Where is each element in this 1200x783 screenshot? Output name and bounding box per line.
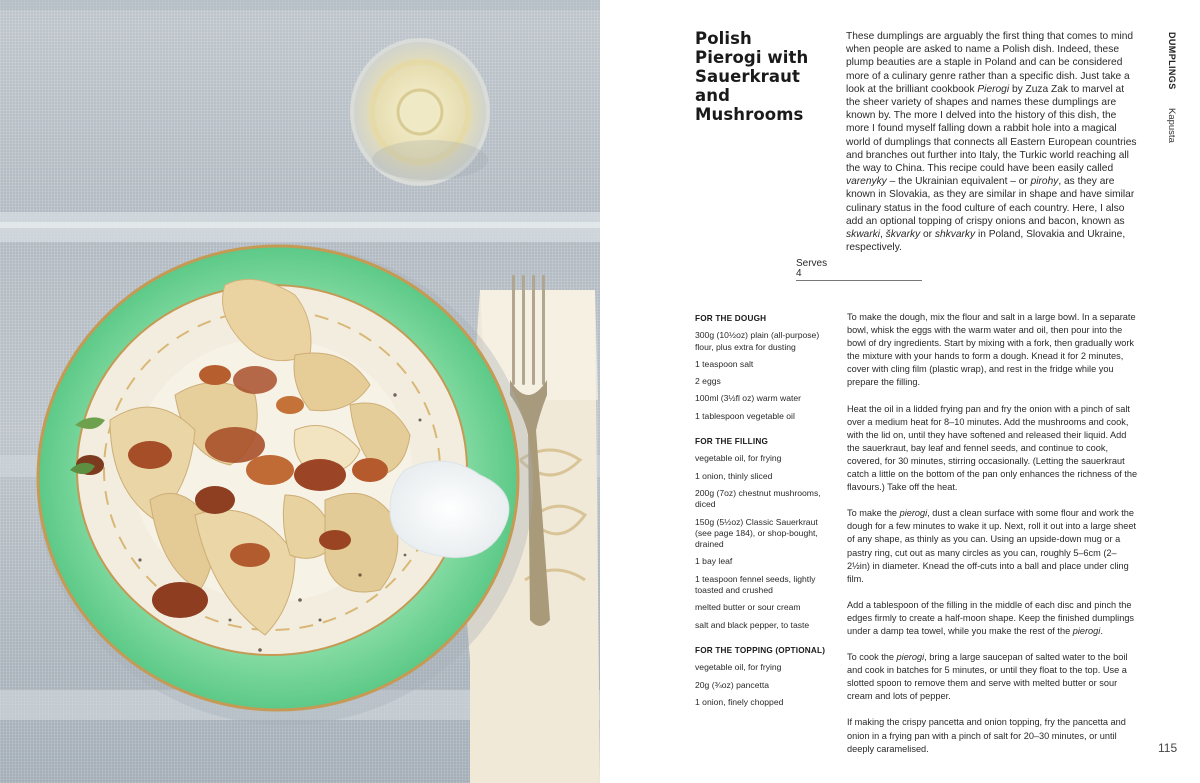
ingredient-group-heading: FOR THE TOPPING (OPTIONAL) (695, 645, 826, 655)
text-run: by Zuza Zak to marvel at the sheer variety of shapes and names these dumplings are known by. The more I delved into the history of this dish, the more I found myself falling down a rabbit hole into a magical world of dumplings that connects all Eastern European countries and branches out further into Italy, the Turkic world reaching all the way to China. This recipe could have been easily called (846, 83, 1137, 175)
ingredient-item: vegetable oil, for frying (695, 662, 782, 673)
method-step (847, 716, 1139, 755)
title-line: Pierogi with (695, 48, 809, 67)
text-run: These dumplings are arguably the first thing that comes to mind when people are asked to name a Polish dish. Indeed, these plump beauties are a staple in Poland and can be considered more of a culinary genre rather than a specific dish. Just take a look at the brilliant cookbook (846, 31, 1134, 95)
italic-term: pierogi (1072, 625, 1101, 636)
chapter-side-tab (1165, 32, 1179, 172)
text-run: , bring a large saucepan of salted water to the boil and cook in batches for 5 minutes, or until they float to the top. Use a slotted spoon to remove them and serve with melted butter or sour cream and lots of pepper. (847, 652, 1128, 702)
ingredient-item: 1 bay leaf (695, 556, 733, 567)
text-run: Heat the oil in a lidded frying pan and fry the onion with a pinch of salt over a medium heat for 8–10 minutes. Add the mushrooms and cook, with the lid on, until they have softened and released their liquid. Add the sauerkraut, bay leaf and fennel seeds, and continue to cook, covered, for 30 minutes, stirring occasionally. (Letting the sauerkraut catch a little on the bottom of the pan only enhances the richness of the flavours.) Take off the heat. (847, 403, 1138, 493)
ingredient-item: 1 onion, thinly sliced (695, 470, 773, 481)
title-line: Polish (695, 29, 752, 48)
title-line: Sauerkraut (695, 67, 800, 86)
method-steps (847, 311, 1139, 769)
text-run: To cook the (847, 652, 897, 663)
ingredient-item: 20g (¾oz) pancetta (695, 679, 770, 690)
italic-term: pierogi (899, 508, 928, 519)
wine-glass (352, 40, 488, 184)
ingredient-group-heading: FOR THE DOUGH (695, 314, 767, 323)
method-step (847, 507, 1139, 586)
text-run: or (920, 229, 935, 241)
ingredient-item: 1 teaspoon salt (695, 358, 754, 369)
recipe-intro (846, 30, 1140, 254)
ingredient-item: salt and black pepper, to taste (695, 619, 810, 630)
italic-term: Pierogi (977, 83, 1010, 95)
ingredient-group-heading: FOR THE FILLING (695, 437, 769, 447)
serves-value: 4 (796, 268, 802, 279)
text-run: . (1100, 625, 1103, 636)
text-run: , (879, 229, 886, 241)
chapter-name: DUMPLINGS (1167, 32, 1177, 90)
ingredients-list (695, 313, 830, 722)
text-run: If making the crispy pancetta and onion topping, fry the pancetta and onion in a frying pan with a pinch of salt for 20–30 minutes, or until deeply caramelised. (847, 717, 1126, 754)
ingredient-item: 1 onion, finely chopped (695, 696, 784, 707)
method-step (847, 403, 1139, 495)
text-run: To make the dough, mix the flour and salt in a large bowl. In a separate bowl, whisk the eggs with the warm water and oil, then pour into the bowl of dry ingredients. Start by mixing with a fork, then gradually work the mixture with your hands to form a dough. Knead it for 2 minutes, cover with cling film (plastic wrap), and rest in the fridge while you prepare the filling. (847, 312, 1136, 388)
text-run: in Poland, Slovakia and Ukraine, respectively. (846, 229, 1126, 254)
text-run: – the Ukrainian equivalent – or (886, 176, 1031, 188)
text-run: Add a tablespoon of the filling in the middle of each disc and pinch the edges firmly to create a half-moon shape. Keep the finished dumplings under a damp tea towel, while you make the rest of the (847, 599, 1135, 636)
serves-label: Serves (796, 258, 828, 269)
serves-block (796, 259, 922, 281)
method-step (847, 599, 1139, 638)
ingredient-item: 150g (5½oz) Classic Sauerkraut (see page 184), or shop-bought, drained (695, 516, 818, 550)
italic-term: pierogi (896, 652, 925, 663)
ingredient-item: 2 eggs (695, 376, 721, 387)
title-line: and (695, 86, 730, 105)
page-number: 115 (1158, 741, 1178, 755)
method-step (847, 651, 1139, 703)
ingredient-item: 1 teaspoon fennel seeds, lightly toasted and crushed (695, 573, 816, 596)
italic-term: skwarki (846, 229, 880, 241)
ingredient-group (695, 645, 830, 708)
method-step (847, 311, 1139, 390)
ingredient-item: vegetable oil, for frying (695, 453, 782, 464)
recipe-page (600, 0, 1200, 783)
ingredient-group (695, 436, 830, 631)
title-line: Mushrooms (695, 105, 804, 124)
italic-term: pirohy (1030, 176, 1059, 188)
italic-term: škvarky (885, 229, 921, 241)
ingredient-item: melted butter or sour cream (695, 602, 801, 613)
ingredient-item: 1 tablespoon vegetable oil (695, 410, 795, 421)
ingredient-item: 300g (10½oz) plain (all-purpose) flour, plus extra for dusting (695, 330, 820, 352)
chapter-subsection: Kapusta (1166, 108, 1177, 143)
ingredient-group (695, 313, 830, 422)
recipe-title (695, 29, 835, 124)
text-run: , as they are known in Slovakia, as they are similar in shape and have similar culinary status in the food culture of each country. Here, I also add an optional topping of crispy onions and bacon, known as (846, 176, 1135, 227)
ingredient-item: 200g (7oz) chestnut mushrooms, diced (695, 487, 821, 510)
italic-term: varenyky (846, 176, 887, 188)
text-run: To make the (847, 508, 900, 519)
ingredient-item: 100ml (3½fl oz) warm water (695, 393, 802, 404)
italic-term: shkvarky (934, 229, 976, 241)
text-run: , dust a clean surface with some flour and work the dough for a few minutes to wake it up. Next, roll it out into a large sheet of any shape, as thinly as you can. Using an upside-down mug or a pastry ring, cut out as many circles as you can, roughly 5–6cm (2–2½in) in diameter. Knead the off-cuts into a ball and place under cling film. (847, 508, 1137, 584)
